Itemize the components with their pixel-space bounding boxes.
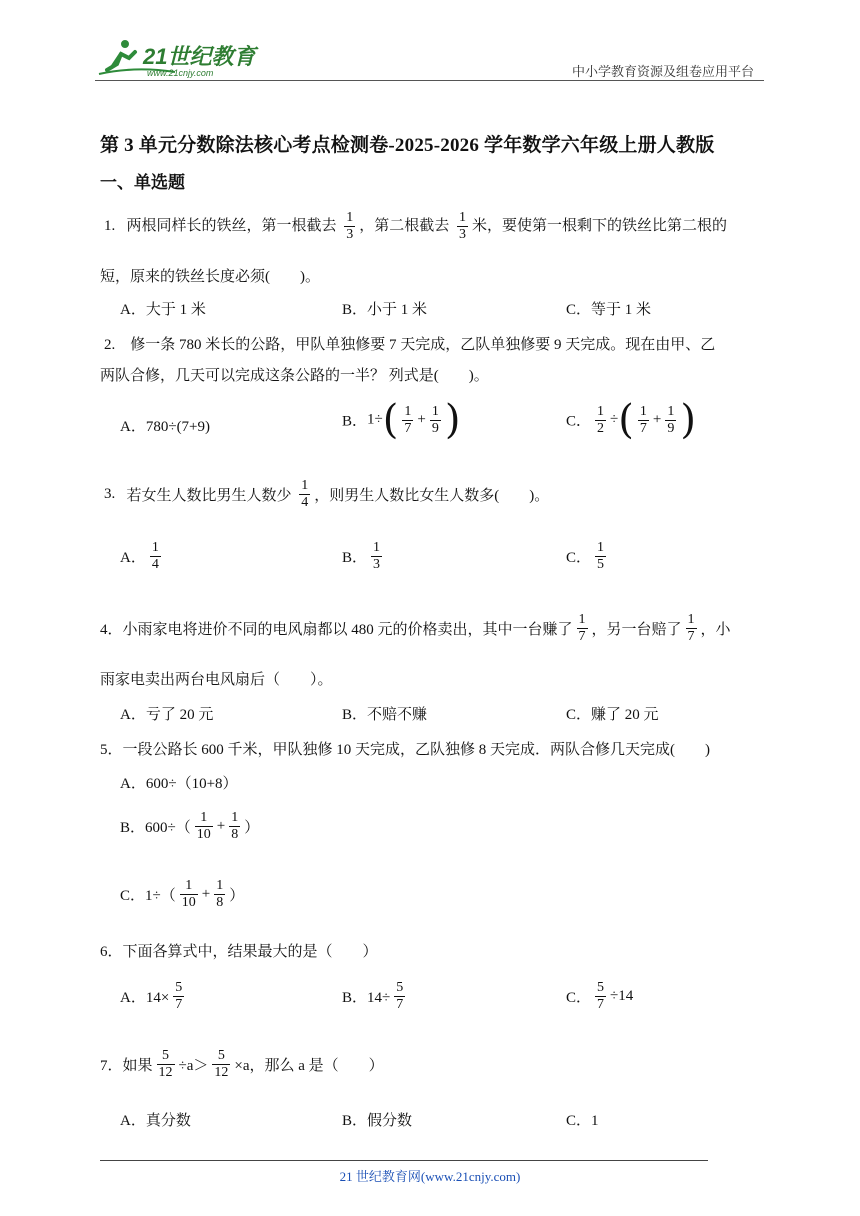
question-4-line-2: 雨家电卖出两台电风扇后（ ）。 (100, 672, 333, 688)
q1-option-b[interactable]: B．小于 1 米 (342, 302, 428, 318)
question-1-line-1: 1. 两根同样长的铁丝，第一根截去 $\frac{1}{3}$ ，第二根截去 $\frac{1}{3}$ 米，要使第一根剩下的铁丝比第二根的 (104, 210, 728, 242)
question-6: 6．下面各算式中，结果最大的是（ ） (100, 944, 378, 960)
q5-option-c[interactable]: C．1÷（ $\frac{1}{10}$ + $\frac{1}{8}$ ） (120, 878, 245, 910)
q4-option-c[interactable]: C．赚了 20 元 (566, 707, 659, 723)
site-logo (95, 36, 265, 80)
question-3: 3. 若女生人数比男生人数少 $\frac{1}{4}$ ，则男生人数比女生人数多( )。 (104, 478, 550, 510)
logo-url: www.21cnjy.com (147, 68, 214, 78)
logo-text: 21世纪教育 (143, 44, 256, 69)
q2-option-a[interactable]: A．780÷(7+9) (120, 419, 211, 435)
q4-option-a[interactable]: A．亏了 20 元 (120, 707, 214, 723)
fraction: $\frac{1}{3}$ (459, 210, 467, 242)
q6-option-a[interactable]: A．14× $\frac{5}{7}$ (120, 980, 183, 1012)
q5-option-a[interactable]: A．600÷（10+8） (120, 776, 238, 792)
fraction: $\frac{1}{3}$ (346, 210, 354, 242)
footer-divider (100, 1160, 708, 1161)
q1-option-a[interactable]: A．大于 1 米 (120, 302, 206, 318)
q3-option-c[interactable]: C． $\frac{1}{5}$ (566, 540, 605, 572)
question-1-line-2: 短，原来的铁丝长度必须( )。 (100, 269, 320, 285)
q3-option-b[interactable]: B． $\frac{1}{3}$ (342, 540, 381, 572)
q4-option-b[interactable]: B．不赔不赚 (342, 707, 428, 723)
q2-option-b[interactable]: B．1÷( $\frac{1}{7}$ + $\frac{1}{9}$ ) (342, 397, 461, 443)
q6-option-c[interactable]: C． $\frac{5}{7}$ ÷14 (566, 980, 634, 1012)
q7-option-c[interactable]: C．1 (566, 1113, 599, 1129)
q2-option-c[interactable]: C． $\frac{1}{2}$ ÷( $\frac{1}{7}$ + $\frac{1}{9}$ ) (566, 397, 696, 443)
question-2-line-1: 2. 修一条 780 米长的公路，甲队单独修要 7 天完成，乙队单独修要 9 天完成。现在由甲、乙 (104, 337, 716, 353)
question-7: 7．如果 $\frac{5}{12}$ ÷a＞ $\frac{5}{12}$ ×a，那么 a 是（ ） (100, 1048, 384, 1080)
footer-link[interactable]: 21 世纪教育网(www.21cnjy.com) (339, 1169, 521, 1184)
header-divider (95, 80, 764, 81)
question-4-line-1: 4．小雨家电将进价不同的电风扇都以 480 元的价格卖出，其中一台赚了 $\frac{1}{7}$ ，另一台赔了 $\frac{1}{7}$ ，小 (100, 612, 731, 644)
q7-option-b[interactable]: B．假分数 (342, 1113, 413, 1129)
section-heading: 一、单选题 (100, 173, 185, 192)
q1-option-c[interactable]: C．等于 1 米 (566, 302, 652, 318)
question-5: 5．一段公路长 600 千米，甲队独修 10 天完成，乙队独修 8 天完成．两队合修几天完成( ) (100, 742, 710, 758)
q3-option-a[interactable]: A． $\frac{1}{4}$ (120, 540, 159, 572)
page-title: 第 3 单元分数除法核心考点检测卷-2025-2026 学年数学六年级上册人教版 (100, 135, 715, 156)
q6-option-b[interactable]: B．14÷ $\frac{5}{7}$ (342, 980, 404, 1012)
q7-option-a[interactable]: A．真分数 (120, 1113, 191, 1129)
question-2-line-2: 两队合修，几天可以完成这条公路的一半？ 列式是( )。 (100, 368, 489, 384)
platform-name: 中小学教育资源及组卷应用平台 (571, 64, 754, 79)
q5-option-b[interactable]: B．600÷（ $\frac{1}{10}$ + $\frac{1}{8}$ ） (120, 810, 260, 842)
